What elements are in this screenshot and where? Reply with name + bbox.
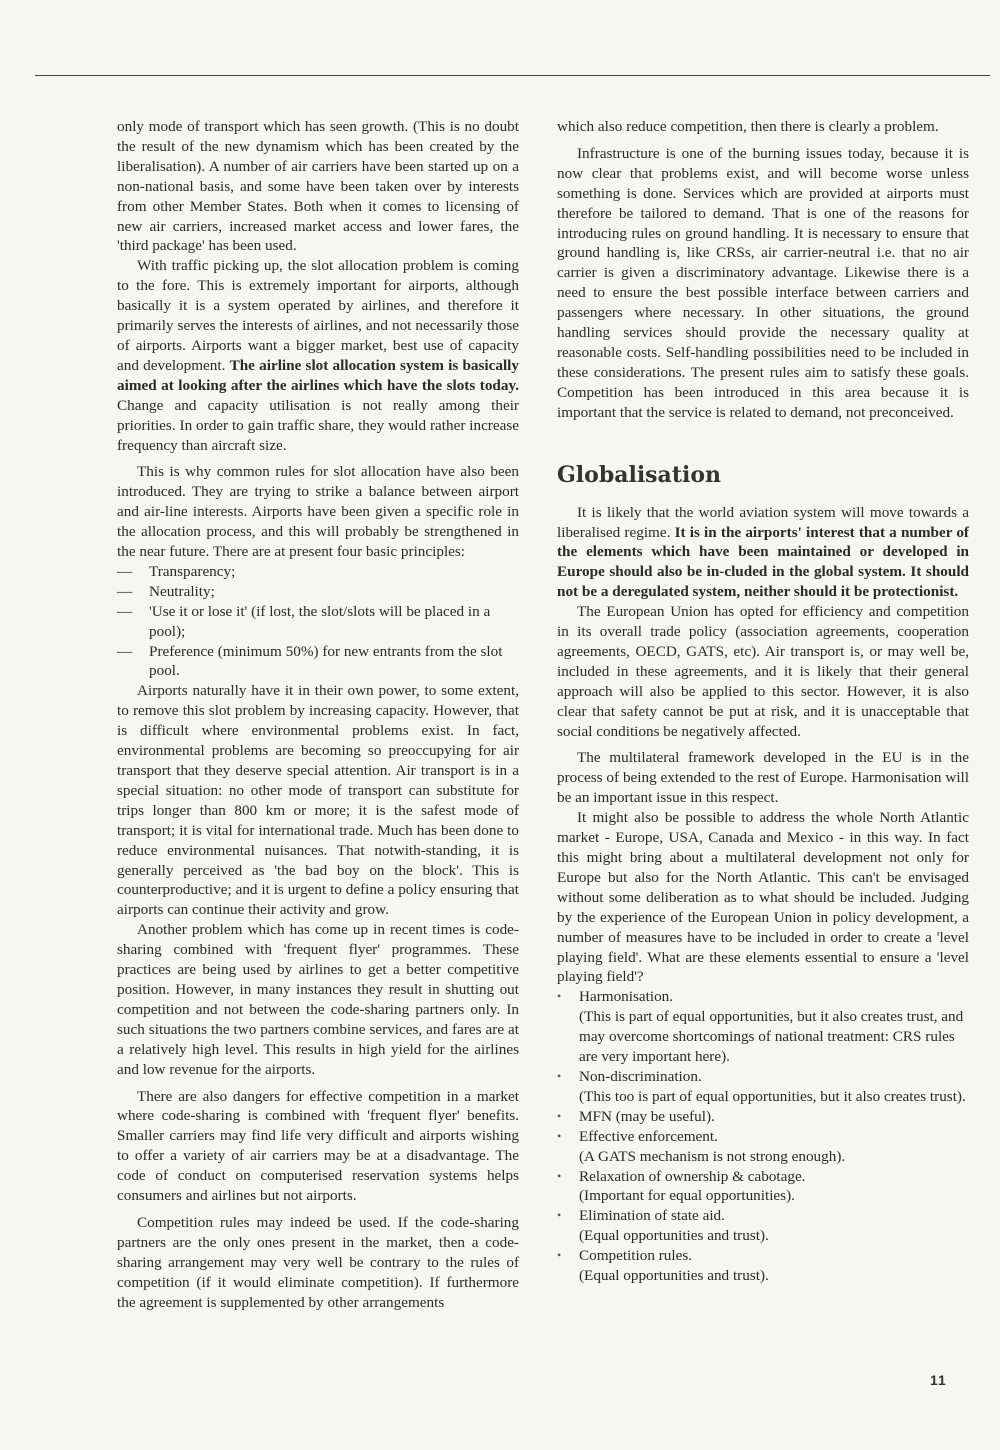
paragraph: There are also dangers for effective competition in a market where code-sharing is combined with 'frequent flyer' benefits. Smaller carriers may find life very difficult and airports wishing to offer a variety of air carriers may be at a disadvantage. The code of conduct on computerised reservation systems helps consumers and airlines but not airports. — [117, 1087, 519, 1205]
paragraph: which also reduce competition, then there is clearly a problem. — [557, 118, 939, 135]
list-item: • Competition rules. (Equal opportunities and trust). — [557, 1247, 769, 1285]
list-item: — 'Use it or lose it' (if lost, the slot/slots will be placed in a pool); — [117, 602, 491, 640]
header-rule — [35, 75, 990, 76]
left-column — [117, 117, 519, 1312]
list-item: • MFN (may be useful). — [557, 1107, 715, 1125]
emphasis-text: It is in the airports' interest that a number of the elements which have been maintained or developed in Europe should also be in-cluded in the global system. It should not be a deregulated system, neither should it be protectionist. — [557, 523, 969, 601]
bullet-icon: • — [557, 989, 562, 1004]
list-item: — Preference (minimum 50%) for new entrants from the slot pool. — [117, 642, 503, 680]
bullet-icon: • — [557, 1168, 562, 1183]
paragraph: This is why common rules for slot allocation have also been introduced. They are trying to strike a balance between airport and air-line interests. Airports have been given a specific role in the allocation process, and this will probably be strengthened in the near future. There are at present four basic principles: — [117, 463, 519, 561]
paragraph: With traffic picking up, the slot allocation problem is coming to the fore. This is extremely important for airports, although basically it is a system operated by airlines, and therefore it primarily serves the interests of airlines, and not necessarily those of airports. Airports want a bigger market, best use of capacity and development. The airline slot allocation system is basically aimed at looking after the airlines which have the slots today. Change and capacity utilisation is not really among their priorities. In order to gain traffic share, they would rather increase frequency than aircraft size. — [117, 257, 520, 454]
bullet-icon: • — [557, 1248, 562, 1263]
bullet-icon: • — [557, 1128, 562, 1143]
bullet-icon: • — [557, 1068, 562, 1083]
list-item: — Neutrality; — [117, 582, 215, 600]
paragraph: It is likely that the world aviation system will move towards a liberalised regime. It is in the airports' interest that a number of the elements which have been maintained or developed in Europe should also be in-cluded in the global system. It should not be a deregulated system, neither should it be protectionist. — [557, 503, 969, 601]
list-item: — Transparency; — [117, 562, 236, 580]
paragraph: Infrastructure is one of the burning issues today, because it is now clear that problems exist, and will become worse unless something is done. Services which are provided at airports must therefore be tailored to demand. That is one of the reasons for introducing rules on ground handling. It is necessary to ensure that ground handling is, like CRSs, air carrier-neutral i.e. that no air carrier is given a discriminatory advantage. Likewise there is a need to ensure the best possible interface between carriers and passengers where necessary. In other situations, the ground handling services should provide the necessary quality at reasonable costs. Self-handling possibilities need to be included in these considerations. The present rules aim to satisfy these goals. Competition has been introduced in this area because it is important that the service is related to demand, not preconceived. — [557, 144, 969, 421]
paragraph: Competition rules may indeed be used. If the code-sharing partners are the only ones present in the market, then a code-sharing arrangement may very well be contrary to the rules of competition (if it would eliminate competition). If furthermore the agreement is supplemented by other arrangements — [117, 1213, 519, 1311]
right-column — [557, 117, 969, 1286]
list-item: • Elimination of state aid. (Equal opportunities and trust). — [557, 1207, 769, 1245]
list-item: • Effective enforcement. (A GATS mechanism is not strong enough). — [557, 1127, 846, 1165]
emphasis-text: The airline slot allocation system is basically aimed at looking after the airlines which have the slots today. — [117, 356, 520, 394]
bullet-icon: • — [557, 1208, 562, 1223]
paragraph: The multilateral framework developed in the EU is in the process of being extended to the rest of Europe. Harmonisation will be an important issue in this respect. — [557, 749, 969, 807]
paragraph: It might also be possible to address the whole North Atlantic market - Europe, USA, Canada and Mexico - in this way. In fact this might bring about a multilateral development not only for Europe but also for the North Atlantic. This can't be envisaged without some deliberation as to what should be included. Judging by the experience of the European Union in policy development, a number of measures have to be included in order to create a 'level playing field'. What are these elements essential to ensure a 'level playing field'? — [557, 809, 969, 986]
bullet-icon: • — [557, 1108, 562, 1123]
list-item: • Relaxation of ownership & cabotage. (Important for equal opportunities). — [557, 1167, 806, 1205]
paragraph: The European Union has opted for efficiency and competition in its overall trade policy (association agreements, cooperation agreements, OECD, GATS, etc). Air transport is, or may well be, included in these agreements, and it is likely that their general approach will also be applied to this sector. However, it is also clear that safety cannot be put at risk, and it is unacceptable that social conditions be negatively affected. — [557, 603, 969, 740]
paragraph: only mode of transport which has seen growth. (This is no doubt the result of the new dynamism which has been created by the liberalisation). A number of air carriers have been started up on a non-national basis, and some have been taken over by interests from other Member States. Both when it comes to licensing of new air carriers, increased market access and lower fares, the 'third package' has been used. — [117, 118, 519, 255]
elements-list — [557, 987, 969, 1286]
list-item: • Non-discrimination. (This too is part of equal opportunities, but it also creates trust). — [557, 1067, 966, 1105]
paragraph: Another problem which has come up in recent times is code-sharing combined with 'frequent flyer' programmes. These practices are being used by airlines to get a better competitive position. However, in many instances they result in shutting out competition and not between the code-sharing partners only. In such situations the two partners combine services, and fares are at a relatively high level. This results in high yield for the airlines and low revenue for the airports. — [117, 921, 519, 1078]
principles-list — [117, 562, 519, 681]
page-number: 11 — [930, 1372, 947, 1388]
paragraph: Airports naturally have it in their own power, to some extent, to remove this slot problem by increasing capacity. However, that is difficult where environmental problems exist. In fact, environmental problems are becoming so preoccupying for air transport that they deserve special attention. Air transport is in a special situation: no other mode of transport can substitute for trips longer than 800 km or more; it is the safest mode of transport; it is vital for international trade. Much has been done to reduce environmental nuisances. That notwith-standing, it is generally perceived as 'the bad boy on the block'. This is counterproductive; and it is urgent to define a policy ensuring that airports can continue their activity and grow. — [117, 682, 519, 919]
section-heading: Globalisation — [557, 461, 722, 488]
list-item: • Harmonisation. (This is part of equal opportunities, but it also creates trust, and may overcome shortcomings of national treatment: CRS rules are very important here). — [557, 988, 964, 1066]
